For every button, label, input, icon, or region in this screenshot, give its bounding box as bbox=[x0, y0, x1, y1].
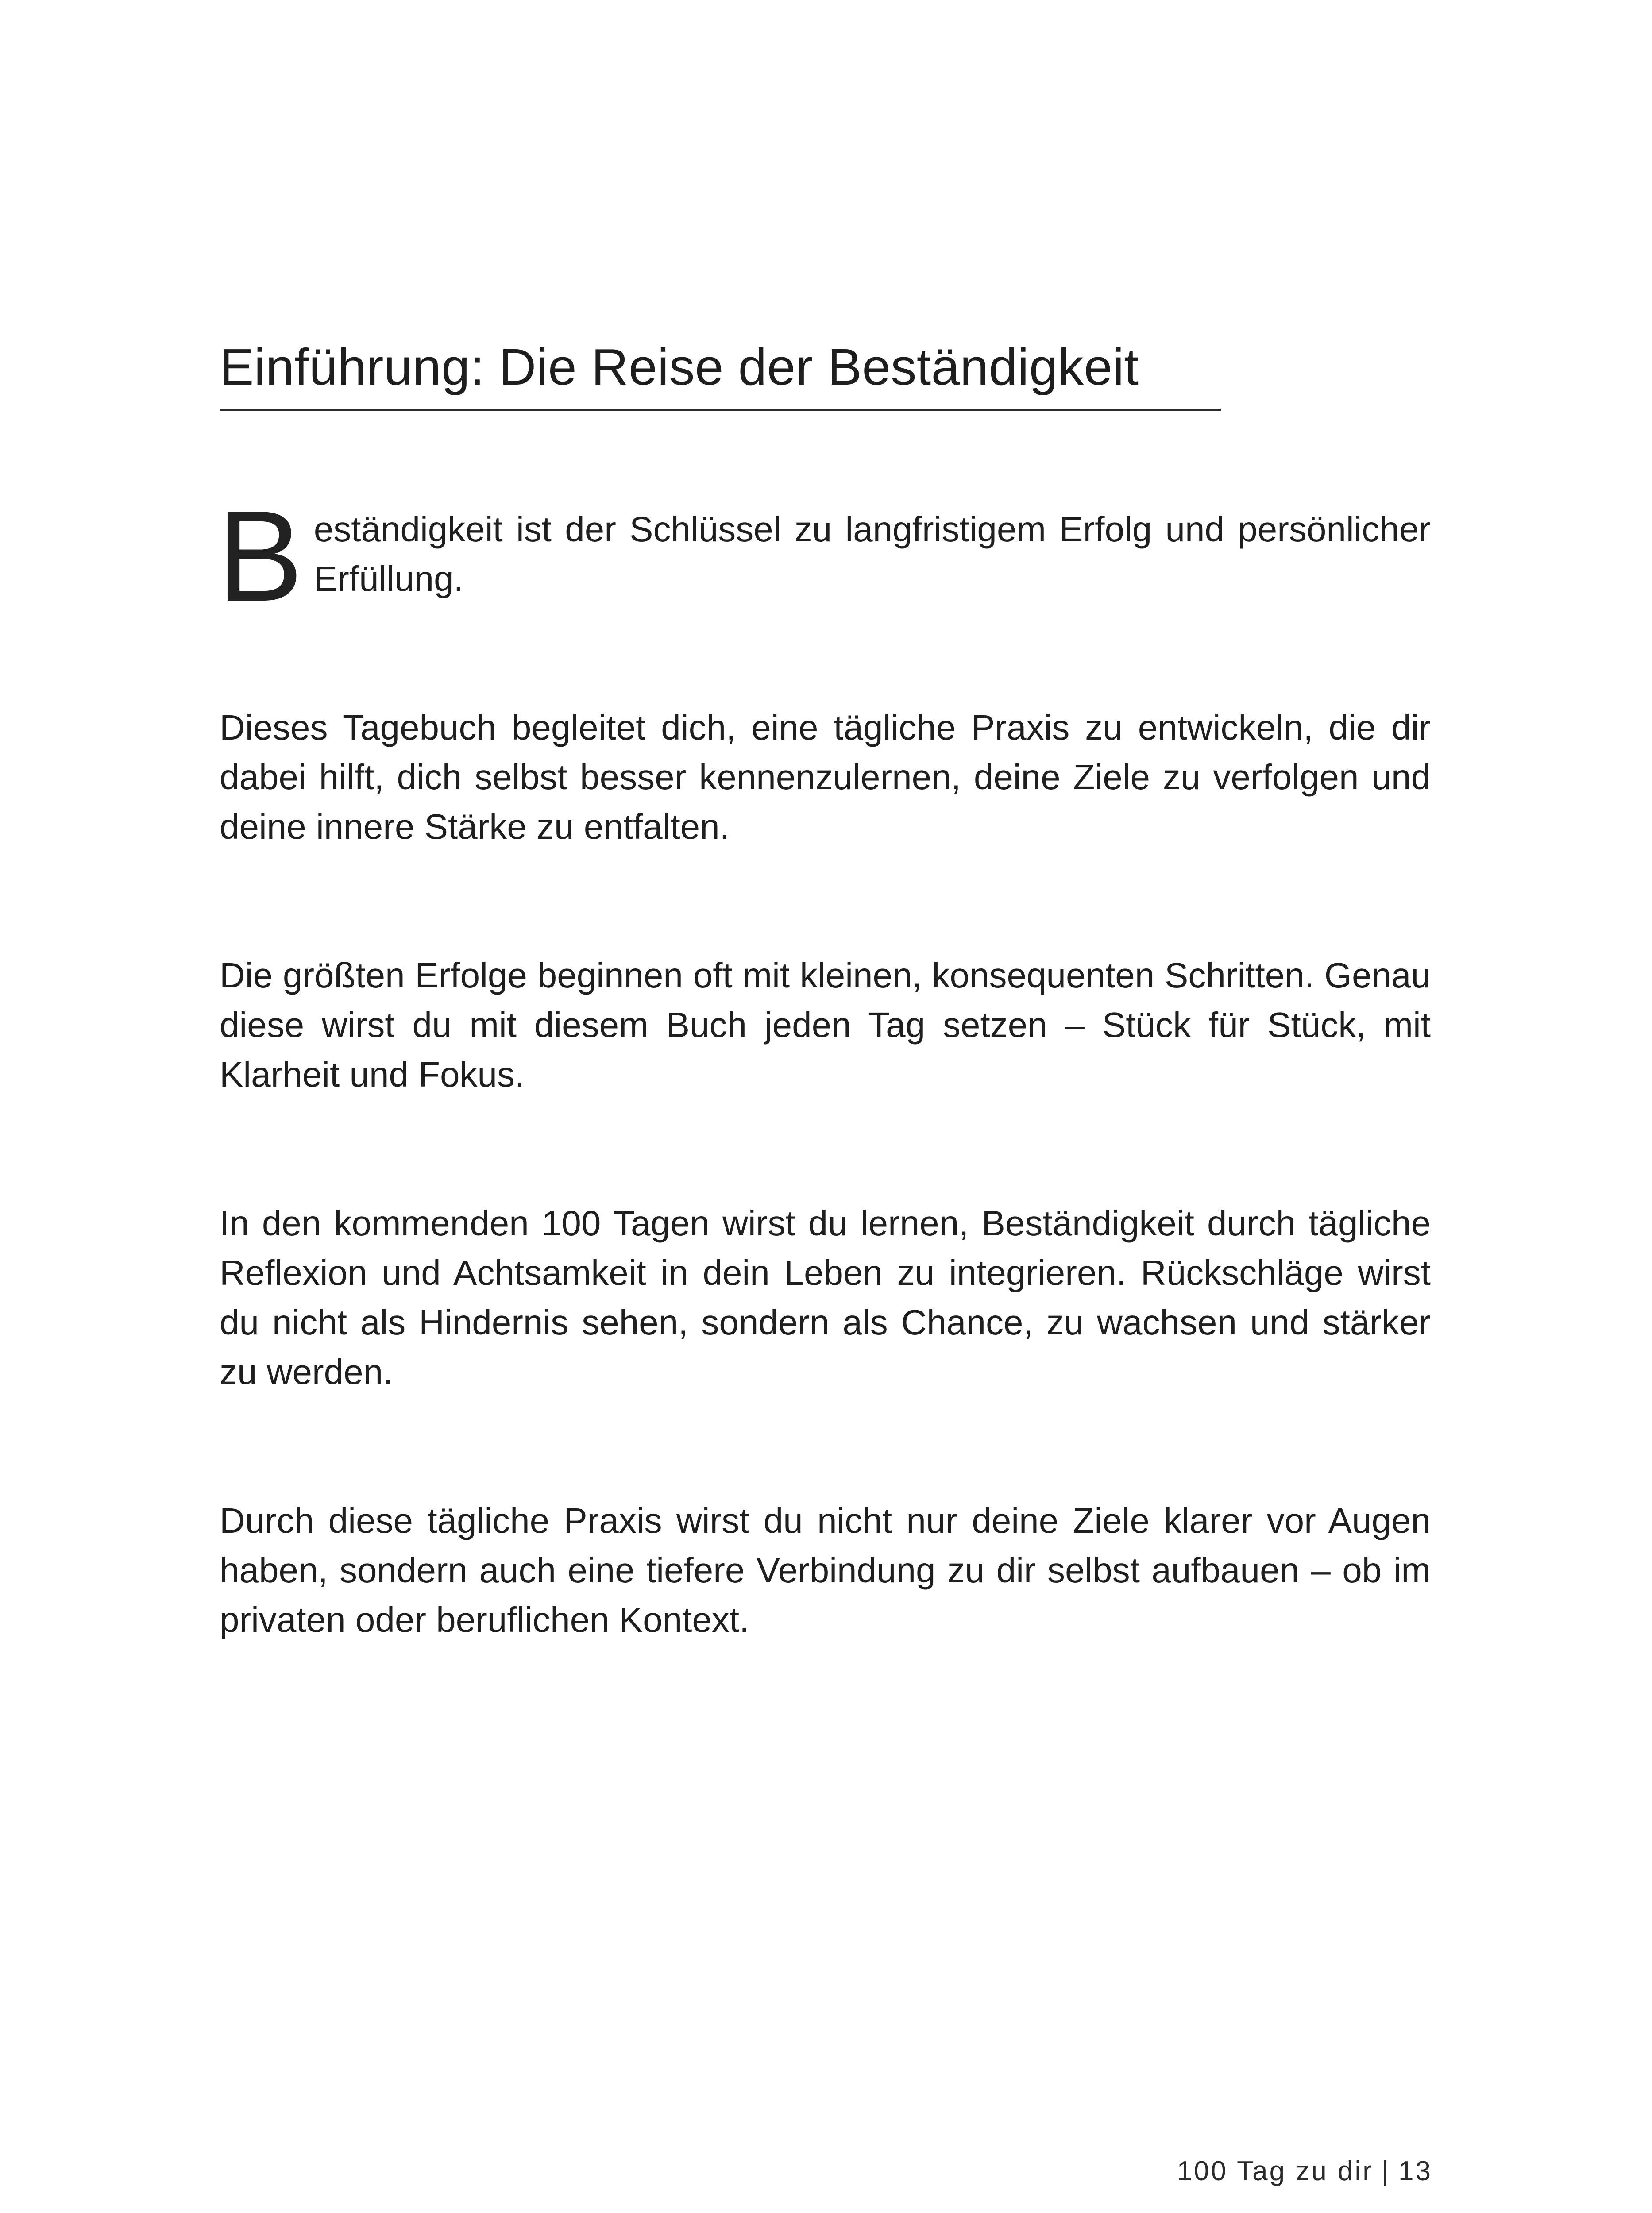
intro-text: eständigkeit ist der Schlüssel zu langfristigem Erfolg und persönlicher Erfüllung. bbox=[313, 509, 1431, 598]
page-footer bbox=[1177, 2155, 1432, 2187]
paragraph-2: Die größten Erfolge beginnen oft mit kleinen, konsequenten Schritten. Genau diese wirst du mit diesem Buch jeden Tag setzen – Stück für Stück, mit Klarheit und Fokus. bbox=[220, 956, 1431, 1094]
paragraph-3: In den kommenden 100 Tagen wirst du lernen, Beständigkeit durch tägliche Reflexion und Achtsamkeit in dein Leben zu integrieren. Rückschläge wirst du nicht als Hindernis sehen, sondern als Chance, zu wachsen und stärker zu werden. bbox=[220, 1203, 1431, 1392]
footer-separator: | bbox=[1381, 2156, 1391, 2186]
heading-block bbox=[220, 336, 1229, 411]
body-text bbox=[217, 484, 1431, 1744]
paragraph-1: Dieses Tagebuch begleitet dich, eine tägliche Praxis zu entwickeln, die dir dabei hilft, dich selbst besser kennenzulernen, deine Ziele zu verfolgen und deine innere Stärke zu entfalten. bbox=[220, 708, 1431, 846]
page-title: Einführung: Die Reise der Beständigkeit bbox=[220, 338, 1139, 396]
drop-cap: B bbox=[217, 484, 303, 628]
paragraph-4: Durch diese tägliche Praxis wirst du nicht nur deine Ziele klarer vor Augen haben, sondern auch eine tiefere Verbindung zu dir selbst aufbauen – ob im privaten oder beruflichen Kontext. bbox=[220, 1501, 1431, 1639]
page-number: 13 bbox=[1398, 2156, 1432, 2186]
title-underline bbox=[220, 409, 1221, 411]
intro-paragraph bbox=[217, 484, 1431, 628]
footer-book-title: 100 Tag zu dir bbox=[1177, 2156, 1374, 2186]
